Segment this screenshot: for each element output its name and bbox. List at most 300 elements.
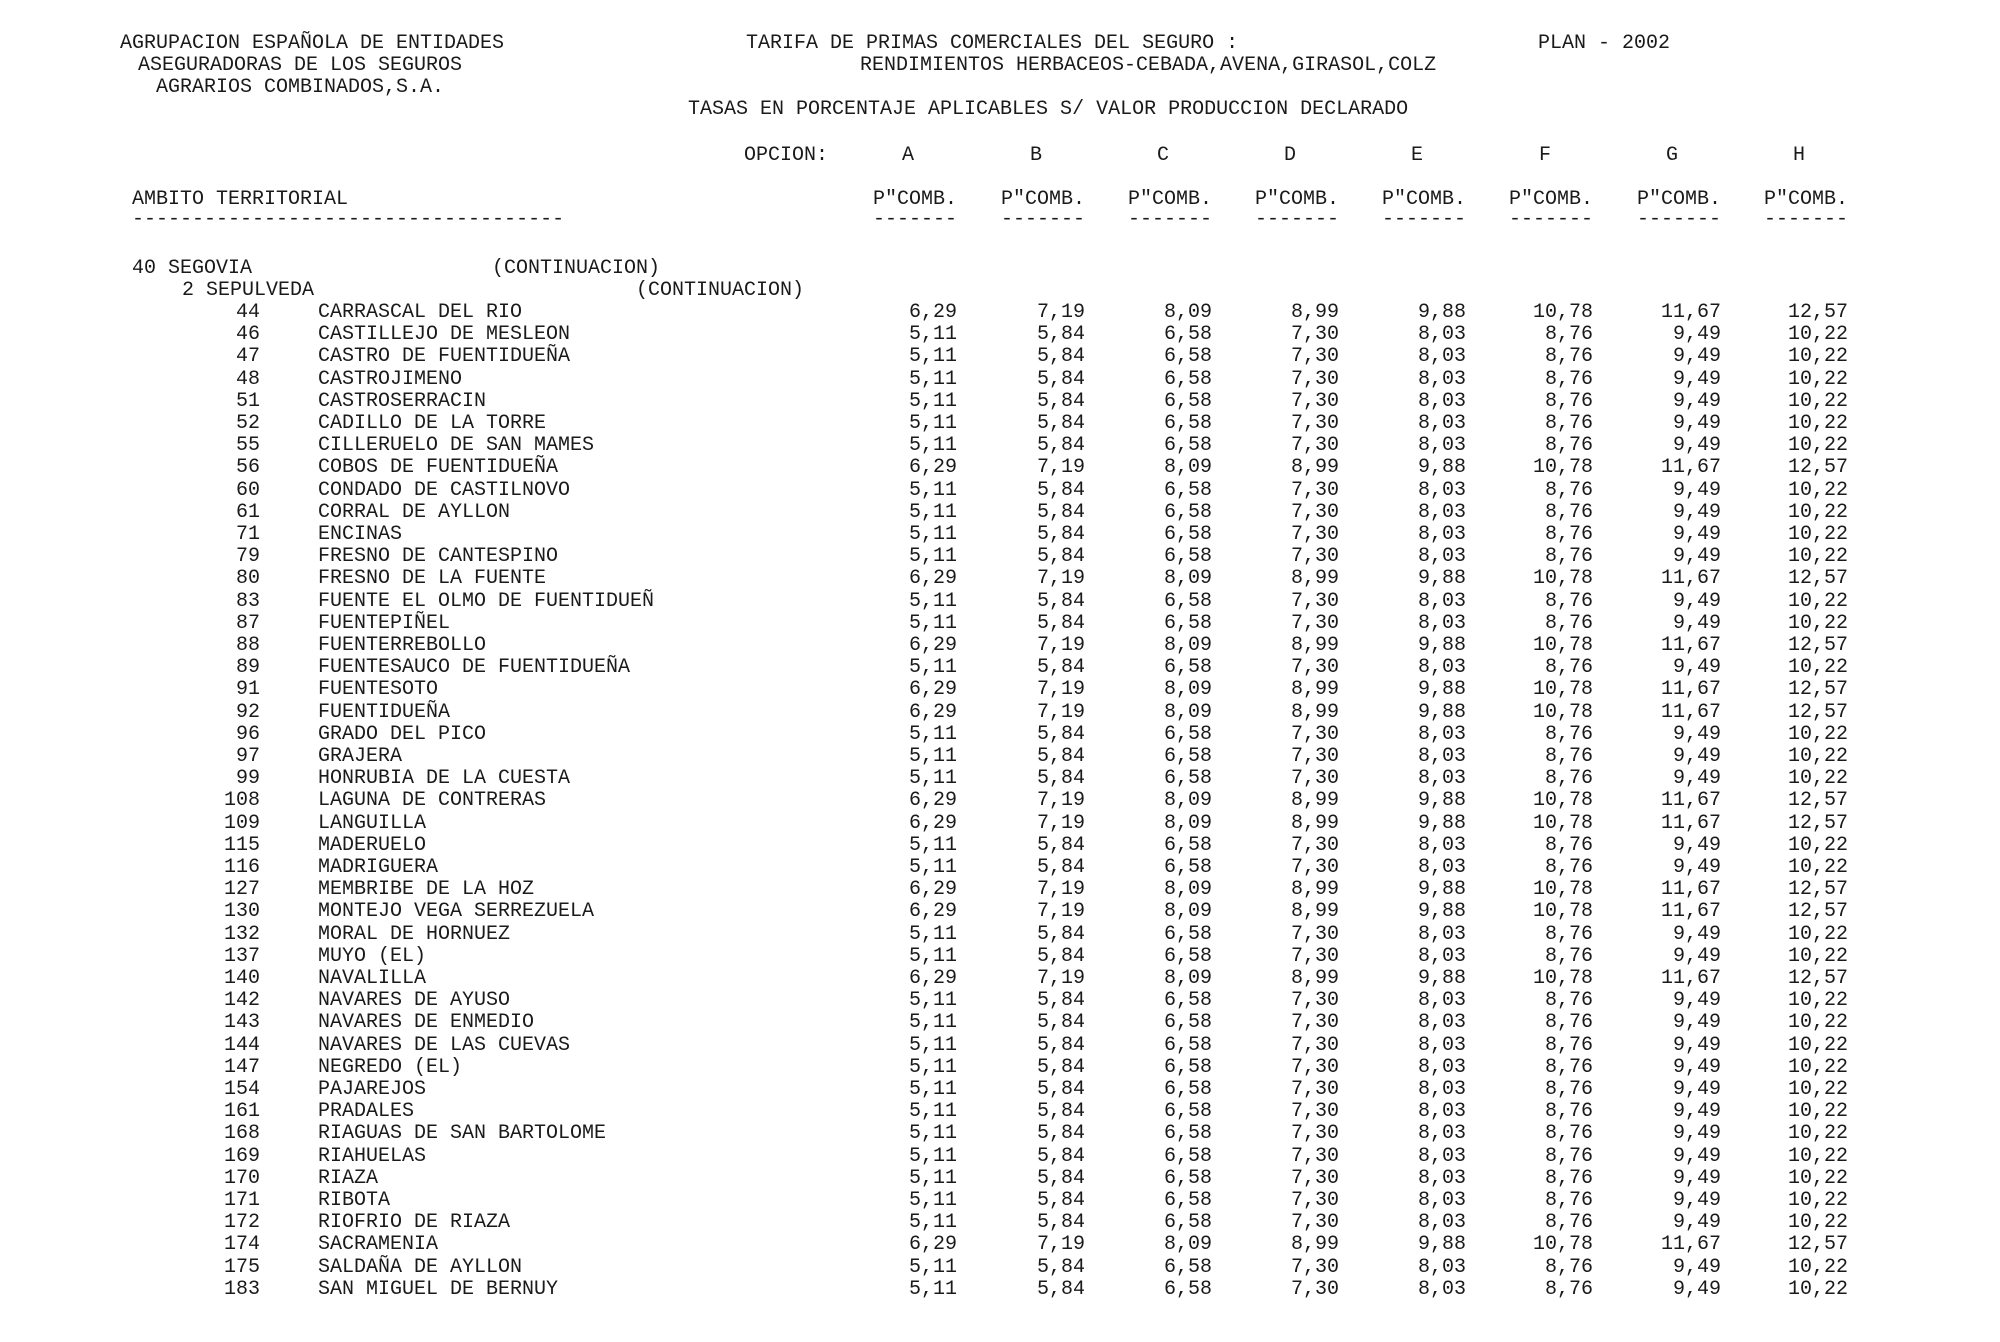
table-row (0, 700, 2000, 725)
rate-h: 10,22 (1787, 545, 1848, 569)
rate-d: 7,30 (1290, 745, 1339, 768)
rate-f: 8,76 (1544, 367, 1593, 391)
tariff-title: TARIFA DE PRIMAS COMERCIALES DEL SEGURO : (746, 32, 1239, 55)
rate-c: 8,09 (1163, 700, 1212, 724)
municipality-name: GRADO DEL PICO (318, 722, 487, 746)
option-d-header: D (1283, 144, 1296, 167)
rate-g: 11,67 (1660, 789, 1721, 813)
rate-b: 5,84 (1036, 1055, 1085, 1079)
rate-d: 7,30 (1290, 500, 1339, 524)
rate-h: 10,22 (1787, 1100, 1848, 1124)
rate-b: 5,84 (1036, 656, 1085, 680)
rate-h: 10,22 (1787, 1011, 1848, 1035)
rate-c: 6,58 (1163, 1211, 1212, 1235)
rate-f: 8,76 (1544, 1144, 1593, 1168)
rate-b: 5,84 (1036, 389, 1085, 413)
rate-e: 8,03 (1417, 367, 1466, 391)
municipality-name: GRAJERA (318, 745, 403, 768)
comarca-label: 2 SEPULVEDA (182, 279, 315, 302)
rate-b: 5,84 (1036, 989, 1085, 1013)
rate-c: 6,58 (1163, 367, 1212, 391)
rate-d: 8,99 (1290, 878, 1339, 902)
premium-subheader-d: P"COMB. (1254, 188, 1339, 211)
rate-a: 5,11 (908, 1255, 957, 1279)
rate-f: 8,76 (1544, 922, 1593, 946)
rate-c: 6,58 (1163, 323, 1212, 347)
rate-e: 8,03 (1417, 1277, 1466, 1301)
table-row (0, 969, 2000, 991)
rate-d: 8,99 (1290, 700, 1339, 724)
municipality-name: NAVARES DE ENMEDIO (318, 1011, 535, 1035)
rate-d: 8,99 (1290, 900, 1339, 924)
rate-b: 5,84 (1036, 1255, 1085, 1279)
municipality-code: 92 (235, 700, 260, 724)
rate-h: 10,22 (1787, 323, 1848, 347)
rate-c: 6,58 (1163, 1144, 1212, 1168)
table-row (0, 944, 2000, 969)
rate-e: 8,03 (1417, 722, 1466, 746)
table-row (0, 902, 2000, 924)
municipality-name: PRADALES (318, 1100, 415, 1124)
rate-b: 7,19 (1036, 634, 1085, 657)
rate-f: 8,76 (1544, 767, 1593, 791)
rate-d: 8,99 (1290, 967, 1339, 990)
rate-a: 5,11 (908, 545, 957, 569)
rate-b: 5,84 (1036, 412, 1085, 435)
rate-a: 6,29 (908, 878, 957, 902)
municipality-code: 89 (235, 656, 260, 680)
municipality-code: 108 (223, 789, 260, 813)
rate-f: 8,76 (1544, 1122, 1593, 1146)
rate-d: 7,30 (1290, 1100, 1339, 1124)
rate-f: 8,76 (1544, 1255, 1593, 1279)
table-row (0, 1235, 2000, 1257)
table-row (0, 1013, 2000, 1035)
rate-h: 12,57 (1787, 678, 1848, 702)
rate-c: 6,58 (1163, 722, 1212, 746)
rate-c: 6,58 (1163, 545, 1212, 569)
rate-g: 9,49 (1672, 722, 1721, 746)
rate-e: 8,03 (1417, 833, 1466, 857)
table-row (0, 1124, 2000, 1146)
table-row (0, 791, 2000, 813)
rate-b: 5,84 (1036, 745, 1085, 768)
rate-a: 5,11 (908, 1166, 957, 1190)
table-row (0, 303, 2000, 325)
document-header (0, 0, 2000, 260)
rate-f: 8,76 (1544, 1033, 1593, 1057)
municipality-name: RIAZA (318, 1166, 379, 1190)
rate-b: 7,19 (1036, 878, 1085, 902)
column-underline-d: ------- (1254, 208, 1339, 231)
rate-a: 6,29 (908, 456, 957, 480)
rate-h: 10,22 (1787, 856, 1848, 879)
rate-h: 12,57 (1787, 811, 1848, 835)
rate-g: 11,67 (1660, 1233, 1721, 1257)
rate-h: 10,22 (1787, 434, 1848, 458)
municipality-name: FRESNO DE LA FUENTE (318, 567, 547, 591)
premium-subheader-f: P"COMB. (1508, 188, 1593, 211)
option-h-header: H (1792, 144, 1805, 167)
municipality-code: 61 (235, 500, 260, 524)
rate-a: 5,11 (908, 656, 957, 680)
rate-g: 9,49 (1672, 434, 1721, 458)
table-row (0, 922, 2000, 947)
rate-g: 9,49 (1672, 478, 1721, 502)
rate-f: 8,76 (1544, 389, 1593, 413)
rate-f: 8,76 (1544, 1011, 1593, 1035)
municipality-code: 71 (235, 523, 260, 546)
rate-c: 6,58 (1163, 1078, 1212, 1101)
rate-d: 8,99 (1290, 789, 1339, 813)
rate-a: 5,11 (908, 1100, 957, 1124)
table-row (0, 636, 2000, 658)
municipality-name: CILLERUELO DE SAN MAMES (318, 434, 595, 458)
rate-e: 8,03 (1417, 1144, 1466, 1168)
rate-e: 8,03 (1417, 1166, 1466, 1190)
rate-b: 5,84 (1036, 367, 1085, 391)
rate-g: 11,67 (1660, 456, 1721, 480)
rate-d: 7,30 (1290, 412, 1339, 435)
rate-g: 11,67 (1660, 900, 1721, 924)
rate-h: 12,57 (1787, 700, 1848, 724)
municipality-name: MONTEJO VEGA SERREZUELA (318, 900, 595, 924)
municipality-code: 169 (223, 1144, 260, 1168)
rate-f: 8,76 (1544, 1055, 1593, 1079)
rate-c: 6,58 (1163, 1033, 1212, 1057)
rate-b: 7,19 (1036, 811, 1085, 835)
municipality-code: 97 (235, 745, 260, 768)
rate-d: 7,30 (1290, 389, 1339, 413)
municipality-code: 140 (223, 967, 260, 990)
rate-g: 9,49 (1672, 1144, 1721, 1168)
rate-h: 10,22 (1787, 1166, 1848, 1190)
rate-f: 8,76 (1544, 1277, 1593, 1301)
rate-e: 9,88 (1417, 900, 1466, 924)
rate-d: 7,30 (1290, 523, 1339, 546)
rate-f: 8,76 (1544, 323, 1593, 347)
municipality-name: CASTILLEJO DE MESLEON (318, 323, 571, 347)
table-row (0, 769, 2000, 791)
municipality-name: PAJAREJOS (318, 1078, 427, 1101)
premium-subheader-h: P"COMB. (1763, 188, 1848, 211)
rate-e: 8,03 (1417, 1122, 1466, 1146)
rate-h: 12,57 (1787, 1233, 1848, 1257)
municipality-code: 83 (235, 589, 260, 613)
rate-c: 6,58 (1163, 1100, 1212, 1124)
rate-e: 8,03 (1417, 1189, 1466, 1212)
rate-a: 5,11 (908, 1144, 957, 1168)
rate-a: 5,11 (908, 389, 957, 413)
municipality-name: CASTRO DE FUENTIDUEÑA (318, 345, 571, 369)
rate-e: 8,03 (1417, 944, 1466, 968)
municipality-name: CORRAL DE AYLLON (318, 500, 511, 524)
rate-d: 7,30 (1290, 1166, 1339, 1190)
rate-a: 6,29 (908, 567, 957, 591)
rate-g: 9,49 (1672, 545, 1721, 569)
municipality-code: 52 (235, 412, 260, 435)
municipality-code: 47 (235, 345, 260, 369)
municipality-name: CONDADO DE CASTILNOVO (318, 478, 571, 502)
rate-g: 9,49 (1672, 611, 1721, 635)
rate-h: 10,22 (1787, 412, 1848, 435)
rate-h: 10,22 (1787, 1189, 1848, 1212)
rate-d: 7,30 (1290, 1277, 1339, 1301)
rate-e: 8,03 (1417, 611, 1466, 635)
rate-a: 6,29 (908, 678, 957, 702)
table-row (0, 1055, 2000, 1080)
rate-h: 10,22 (1787, 389, 1848, 413)
rate-f: 8,76 (1544, 1189, 1593, 1212)
rate-f: 8,76 (1544, 545, 1593, 569)
rate-a: 6,29 (908, 967, 957, 990)
rate-c: 8,09 (1163, 811, 1212, 835)
rate-b: 5,84 (1036, 1078, 1085, 1101)
rate-f: 8,76 (1544, 1078, 1593, 1101)
rate-a: 5,11 (908, 1078, 957, 1101)
municipality-name: CADILLO DE LA TORRE (318, 412, 547, 435)
rate-g: 9,49 (1672, 856, 1721, 879)
rate-f: 8,76 (1544, 500, 1593, 524)
rate-c: 6,58 (1163, 856, 1212, 879)
table-row (0, 1144, 2000, 1169)
rate-c: 6,58 (1163, 1055, 1212, 1079)
municipality-code: 56 (235, 456, 260, 480)
rate-e: 8,03 (1417, 545, 1466, 569)
rate-d: 7,30 (1290, 1211, 1339, 1235)
rate-b: 5,84 (1036, 1144, 1085, 1168)
municipality-code: 174 (223, 1233, 260, 1257)
rate-a: 5,11 (908, 833, 957, 857)
premium-subheader-g: P"COMB. (1636, 188, 1721, 211)
rate-d: 7,30 (1290, 1144, 1339, 1168)
rate-b: 5,84 (1036, 767, 1085, 791)
column-underline-f: ------- (1508, 208, 1593, 231)
rate-c: 6,58 (1163, 412, 1212, 435)
rates-title: TASAS EN PORCENTAJE APLICABLES S/ VALOR PRODUCCION DECLARADO (688, 98, 1409, 121)
rate-f: 8,76 (1544, 944, 1593, 968)
rate-b: 5,84 (1036, 1277, 1085, 1301)
table-row (0, 389, 2000, 414)
rate-f: 8,76 (1544, 745, 1593, 768)
rate-f: 8,76 (1544, 722, 1593, 746)
rate-g: 9,49 (1672, 323, 1721, 347)
rate-f: 8,76 (1544, 656, 1593, 680)
rate-g: 9,49 (1672, 500, 1721, 524)
rate-e: 9,88 (1417, 878, 1466, 902)
municipality-code: 172 (223, 1211, 260, 1235)
rate-d: 7,30 (1290, 1255, 1339, 1279)
rate-e: 9,88 (1417, 301, 1466, 324)
rate-h: 10,22 (1787, 1122, 1848, 1146)
rate-e: 8,03 (1417, 345, 1466, 369)
table-row (0, 858, 2000, 880)
rate-a: 5,11 (908, 944, 957, 968)
municipality-name: NAVALILLA (318, 967, 427, 990)
rate-c: 6,58 (1163, 1189, 1212, 1212)
municipality-name: FUENTESOTO (318, 678, 439, 702)
territory-label: AMBITO TERRITORIAL (132, 188, 349, 211)
table-row (0, 589, 2000, 614)
table-row (0, 1166, 2000, 1191)
rate-f: 8,76 (1544, 434, 1593, 458)
rate-c: 6,58 (1163, 434, 1212, 458)
rate-b: 5,84 (1036, 478, 1085, 502)
rate-f: 10,78 (1532, 1233, 1593, 1257)
rate-a: 6,29 (908, 900, 957, 924)
rate-g: 9,49 (1672, 1100, 1721, 1124)
rate-g: 11,67 (1660, 634, 1721, 657)
rate-d: 7,30 (1290, 434, 1339, 458)
rate-d: 8,99 (1290, 811, 1339, 835)
rate-a: 5,11 (908, 611, 957, 635)
rate-c: 6,58 (1163, 478, 1212, 502)
table-row (0, 367, 2000, 392)
table-row (0, 414, 2000, 436)
rate-b: 7,19 (1036, 789, 1085, 813)
rate-f: 8,76 (1544, 523, 1593, 546)
rate-c: 6,58 (1163, 589, 1212, 613)
municipality-code: 99 (235, 767, 260, 791)
rate-c: 6,58 (1163, 745, 1212, 768)
table-row (0, 680, 2000, 702)
rate-e: 9,88 (1417, 967, 1466, 990)
municipality-name: LAGUNA DE CONTRERAS (318, 789, 547, 813)
premium-subheader-a: P"COMB. (872, 188, 957, 211)
rate-d: 8,99 (1290, 1233, 1339, 1257)
rate-a: 6,29 (908, 700, 957, 724)
rate-g: 9,49 (1672, 1255, 1721, 1279)
municipality-code: 175 (223, 1255, 260, 1279)
rate-h: 10,22 (1787, 1078, 1848, 1101)
column-underline-h: ------- (1763, 208, 1848, 231)
rate-e: 9,88 (1417, 634, 1466, 657)
premium-subheader-b: P"COMB. (1000, 188, 1085, 211)
rate-a: 5,11 (908, 523, 957, 546)
rate-b: 5,84 (1036, 1211, 1085, 1235)
rate-h: 10,22 (1787, 611, 1848, 635)
column-underline-b: ------- (1000, 208, 1085, 231)
municipality-name: MUYO (EL) (318, 944, 427, 968)
rate-d: 7,30 (1290, 1055, 1339, 1079)
rate-g: 9,49 (1672, 367, 1721, 391)
rate-b: 5,84 (1036, 722, 1085, 746)
rate-b: 5,84 (1036, 856, 1085, 879)
rate-b: 5,84 (1036, 611, 1085, 635)
rate-g: 11,67 (1660, 878, 1721, 902)
rate-f: 8,76 (1544, 1211, 1593, 1235)
rate-b: 5,84 (1036, 1033, 1085, 1057)
rate-e: 8,03 (1417, 523, 1466, 546)
municipality-code: 79 (235, 545, 260, 569)
municipality-code: 80 (235, 567, 260, 591)
municipality-code: 55 (235, 434, 260, 458)
rate-f: 8,76 (1544, 833, 1593, 857)
municipality-name: MADERUELO (318, 833, 427, 857)
municipality-name: FRESNO DE CANTESPINO (318, 545, 559, 569)
rate-d: 7,30 (1290, 1011, 1339, 1035)
rate-f: 10,78 (1532, 301, 1593, 324)
rate-b: 7,19 (1036, 700, 1085, 724)
rate-e: 9,88 (1417, 700, 1466, 724)
rate-h: 10,22 (1787, 944, 1848, 968)
rate-c: 8,09 (1163, 567, 1212, 591)
rate-d: 8,99 (1290, 567, 1339, 591)
rate-e: 8,03 (1417, 1100, 1466, 1124)
comarca-continuation: (CONTINUACION) (636, 279, 805, 302)
rate-d: 7,30 (1290, 767, 1339, 791)
municipality-code: 154 (223, 1078, 260, 1101)
rate-a: 5,11 (908, 434, 957, 458)
rate-e: 8,03 (1417, 656, 1466, 680)
rate-a: 5,11 (908, 1122, 957, 1146)
municipality-code: 46 (235, 323, 260, 347)
rate-h: 10,22 (1787, 1277, 1848, 1301)
rate-h: 12,57 (1787, 900, 1848, 924)
rate-h: 12,57 (1787, 967, 1848, 990)
rate-c: 8,09 (1163, 789, 1212, 813)
rate-b: 5,84 (1036, 1100, 1085, 1124)
rate-c: 6,58 (1163, 1011, 1212, 1035)
column-underline-e: ------- (1381, 208, 1466, 231)
municipality-code: 132 (223, 922, 260, 946)
rate-g: 9,49 (1672, 989, 1721, 1013)
rate-d: 7,30 (1290, 611, 1339, 635)
rate-b: 5,84 (1036, 323, 1085, 347)
rate-a: 5,11 (908, 367, 957, 391)
rate-a: 5,11 (908, 345, 957, 369)
rate-g: 11,67 (1660, 700, 1721, 724)
municipality-name: FUENTEPIÑEL (318, 611, 451, 635)
municipality-code: 116 (223, 856, 260, 879)
rate-g: 9,49 (1672, 412, 1721, 435)
rate-f: 8,76 (1544, 989, 1593, 1013)
rate-d: 7,30 (1290, 656, 1339, 680)
rate-d: 7,30 (1290, 589, 1339, 613)
option-f-header: F (1538, 144, 1551, 167)
rate-c: 8,09 (1163, 678, 1212, 702)
option-c-header: C (1156, 144, 1169, 167)
rate-a: 6,29 (908, 634, 957, 657)
rate-e: 8,03 (1417, 589, 1466, 613)
rate-c: 6,58 (1163, 1277, 1212, 1301)
rate-f: 8,76 (1544, 589, 1593, 613)
municipality-name: ENCINAS (318, 523, 403, 546)
rate-a: 5,11 (908, 1211, 957, 1235)
rate-e: 9,88 (1417, 567, 1466, 591)
column-underline-c: ------- (1127, 208, 1212, 231)
rate-c: 8,09 (1163, 878, 1212, 902)
rate-g: 9,49 (1672, 745, 1721, 768)
rate-c: 8,09 (1163, 900, 1212, 924)
table-row (0, 436, 2000, 458)
rate-e: 8,03 (1417, 323, 1466, 347)
rate-e: 8,03 (1417, 856, 1466, 879)
option-b-header: B (1029, 144, 1042, 167)
rate-f: 10,78 (1532, 900, 1593, 924)
rate-h: 10,22 (1787, 523, 1848, 546)
municipality-name: CARRASCAL DEL RIO (318, 301, 523, 324)
rate-d: 7,30 (1290, 1189, 1339, 1212)
municipality-code: 44 (235, 301, 260, 324)
rate-g: 9,49 (1672, 656, 1721, 680)
option-label: OPCION: (744, 144, 829, 167)
municipality-name: SACRAMENIA (318, 1233, 439, 1257)
municipality-code: 91 (235, 678, 260, 702)
rate-a: 5,11 (908, 1277, 957, 1301)
municipality-code: 147 (223, 1055, 260, 1079)
rate-e: 8,03 (1417, 1078, 1466, 1101)
